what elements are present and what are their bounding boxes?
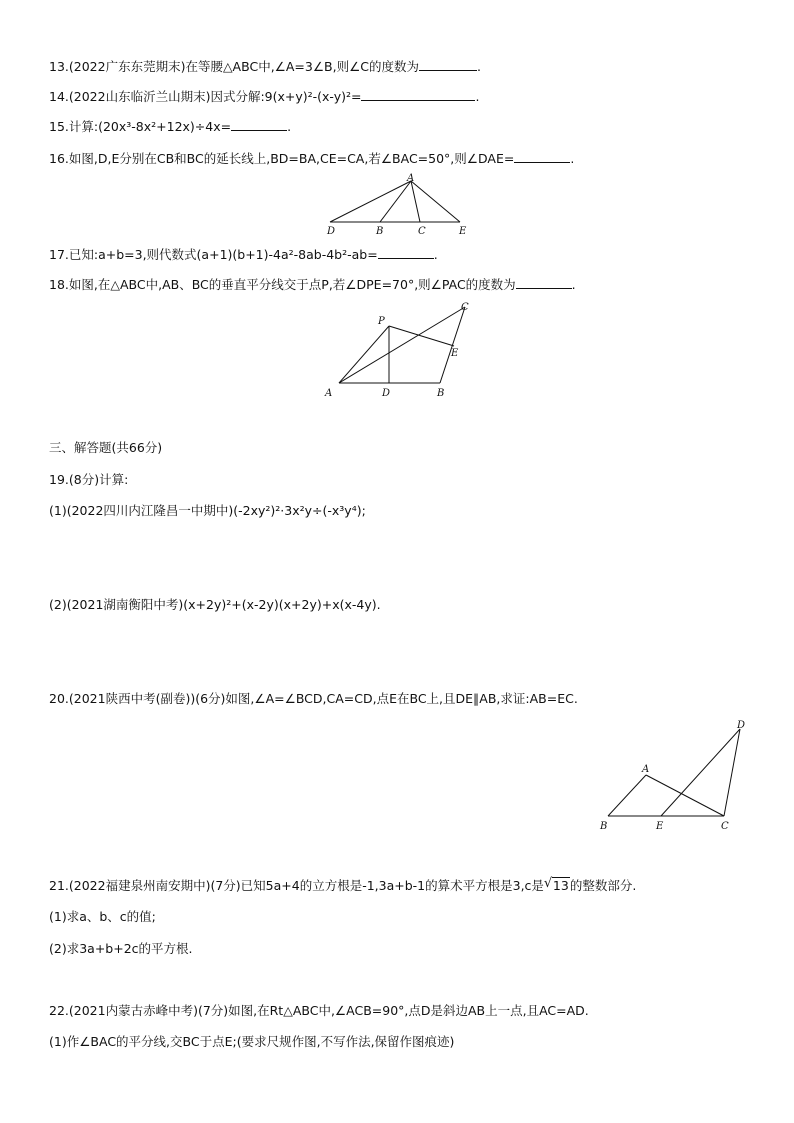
label-E: E <box>459 226 467 237</box>
label-D: D <box>737 720 746 731</box>
answer-blank[interactable] <box>231 118 287 131</box>
q16-triangle-figure <box>320 172 470 238</box>
question-13: 13.(2022广东东莞期末)在等腰△ABC中,∠A=3∠B,则∠C的度数为 . <box>49 59 482 74</box>
answer-blank[interactable] <box>419 58 477 71</box>
label-D: D <box>382 388 391 399</box>
question-19-header: 19.(8分)计算: <box>49 472 129 487</box>
question-21-part-1: (1)求a、b、c的值; <box>49 909 156 924</box>
question-17-text: 17.已知:a+b=3,则代数式(a+1)(b+1)-4a²-8ab-4b²-ab= <box>49 247 378 262</box>
label-E: E <box>656 821 664 832</box>
label-B: B <box>600 821 608 832</box>
question-14-text: 14.(2022山东临沂兰山期末)因式分解:9(x+y)²-(x-y)²= <box>49 89 362 104</box>
answer-blank[interactable] <box>378 246 434 259</box>
question-19-part-2: (2)(2021湖南衡阳中考)(x+2y)²+(x-2y)(x+2y)+x(x-4y). <box>49 597 381 612</box>
question-20: 20.(2021陕西中考(副卷))(6分)如图,∠A=∠BCD,CA=CD,点E在BC上,且DE∥AB,求证:AB=EC. <box>49 691 578 706</box>
label-A: A <box>642 764 650 775</box>
question-16: 16.如图,D,E分别在CB和BC的延长线上,BD=BA,CE=CA,若∠BAC=50°,则∠DAE= . <box>49 151 575 166</box>
answer-blank[interactable] <box>516 276 572 289</box>
question-15-text: 15.计算:(20x³-8x²+12x)÷4x= <box>49 119 232 134</box>
question-18: 18.如图,在△ABC中,AB、BC的垂直平分线交于点P,若∠DPE=70°,则∠PAC的度数为 . <box>49 277 576 292</box>
label-E: E <box>451 348 459 359</box>
section-title: 三、解答题(共66分) <box>49 440 163 455</box>
question-22: 22.(2021内蒙古赤峰中考)(7分)如图,在Rt△ABC中,∠ACB=90°,点D是斜边AB上一点,且AC=AD. <box>49 1003 589 1018</box>
question-18-text: 18.如图,在△ABC中,AB、BC的垂直平分线交于点P,若∠DPE=70°,则∠PAC的度数为 <box>49 277 516 292</box>
label-C: C <box>461 302 469 313</box>
q20-triangle-figure <box>590 712 760 836</box>
answer-blank[interactable] <box>361 88 475 101</box>
question-19-part-1: (1)(2022四川内江隆昌一中期中)(-2xy²)²·3x²y÷(-x³y⁴); <box>49 503 366 518</box>
label-P: P <box>378 316 385 327</box>
sqrt-13: √ 13 <box>543 876 569 893</box>
question-21: 21.(2022福建泉州南安期中)(7分)已知5a+4的立方根是-1,3a+b-1的算术平方根是3,c是 √ 13的整数部分. <box>49 876 637 893</box>
question-21-part-2: (2)求3a+b+2c的平方根. <box>49 941 193 956</box>
q18-triangle-figure <box>320 298 480 404</box>
question-16-text: 16.如图,D,E分别在CB和BC的延长线上,BD=BA,CE=CA,若∠BAC=50°,则∠DAE= <box>49 151 515 166</box>
question-17: 17.已知:a+b=3,则代数式(a+1)(b+1)-4a²-8ab-4b²-ab= . <box>49 247 438 262</box>
question-15: 15.计算:(20x³-8x²+12x)÷4x= . <box>49 119 292 134</box>
question-13-text: 13.(2022广东东莞期末)在等腰△ABC中,∠A=3∠B,则∠C的度数为 <box>49 59 420 74</box>
label-A: A <box>325 388 333 399</box>
question-21-text: 21.(2022福建泉州南安期中)(7分)已知5a+4的立方根是-1,3a+b-1的算术平方根是3,c是 <box>49 878 544 893</box>
label-B: B <box>376 226 384 237</box>
question-22-part-1: (1)作∠BAC的平分线,交BC于点E;(要求尺规作图,不写作法,保留作图痕迹) <box>49 1034 455 1049</box>
label-B: B <box>437 388 445 399</box>
answer-blank[interactable] <box>514 150 570 163</box>
label-C: C <box>418 226 426 237</box>
question-14: 14.(2022山东临沂兰山期末)因式分解:9(x+y)²-(x-y)²= . <box>49 89 480 104</box>
label-A: A <box>407 173 415 184</box>
label-C: C <box>721 821 729 832</box>
label-D: D <box>327 226 336 237</box>
